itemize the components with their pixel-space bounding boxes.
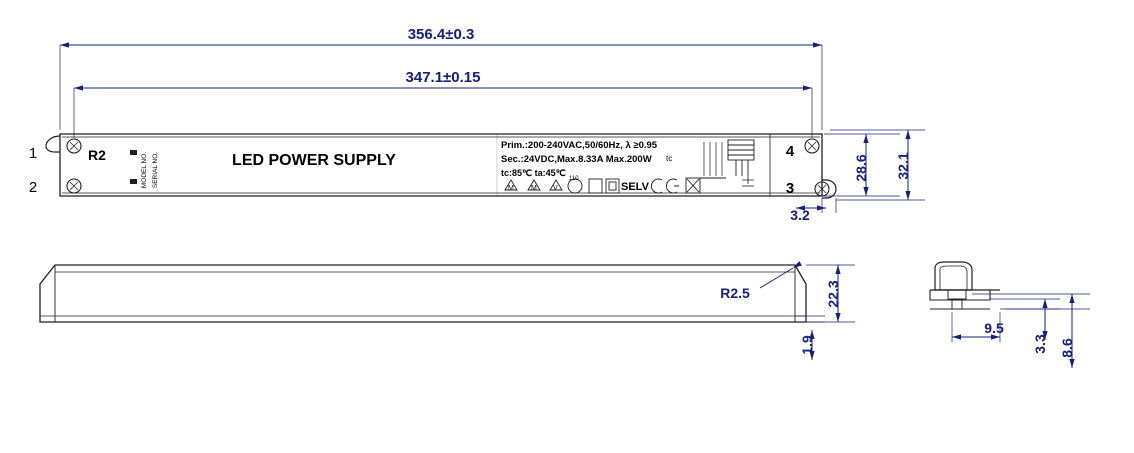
- dim-side-height: 22.3: [825, 280, 841, 308]
- dim-overall-length: 356.4±0.3: [407, 26, 475, 43]
- terminal-1: 1: [28, 145, 38, 162]
- dim-end-height-small: 3.3: [1032, 334, 1048, 354]
- tc-marker: tc: [666, 154, 673, 163]
- dim-foot-height: 1.9: [799, 335, 815, 355]
- mark-1: M: [508, 185, 514, 192]
- dim-tab-thickness: 3.2: [790, 207, 810, 223]
- dim-end-height-large: 8.6: [1059, 338, 1075, 358]
- dim-radius-corner: R2: [88, 147, 106, 163]
- selv-mark: SELV: [621, 181, 649, 193]
- mark-3: V: [553, 185, 558, 192]
- spec-line-2: Sec.:24VDC,Max.8.33A Max.200W: [501, 154, 652, 165]
- dim-mounting-length: 347.1±0.15: [405, 69, 481, 86]
- end-view: [930, 262, 1090, 368]
- side-text-model: MODEL NO.: [141, 151, 148, 189]
- terminal-3: 3: [785, 180, 795, 197]
- mark-4: 110: [569, 176, 579, 182]
- spec-line-1: Prim.:200-240VAC,50/60Hz, λ ≥0.95: [501, 140, 658, 151]
- spec-line-3: tc:85℃ ta:45℃: [501, 168, 566, 178]
- terminal-4: 4: [785, 143, 795, 160]
- dim-height-outer: 32.1: [895, 152, 911, 180]
- dim-end-width: 9.5: [984, 320, 1004, 336]
- side-view: [40, 265, 855, 360]
- product-label: LED POWER SUPPLY: [232, 152, 396, 169]
- terminal-2: 2: [28, 179, 38, 196]
- dim-radius-end: R2.5: [720, 285, 750, 301]
- mark-2: M: [531, 185, 537, 192]
- side-text-serial: SERIAL NO.: [152, 151, 159, 189]
- dim-height-inner: 28.6: [853, 154, 869, 182]
